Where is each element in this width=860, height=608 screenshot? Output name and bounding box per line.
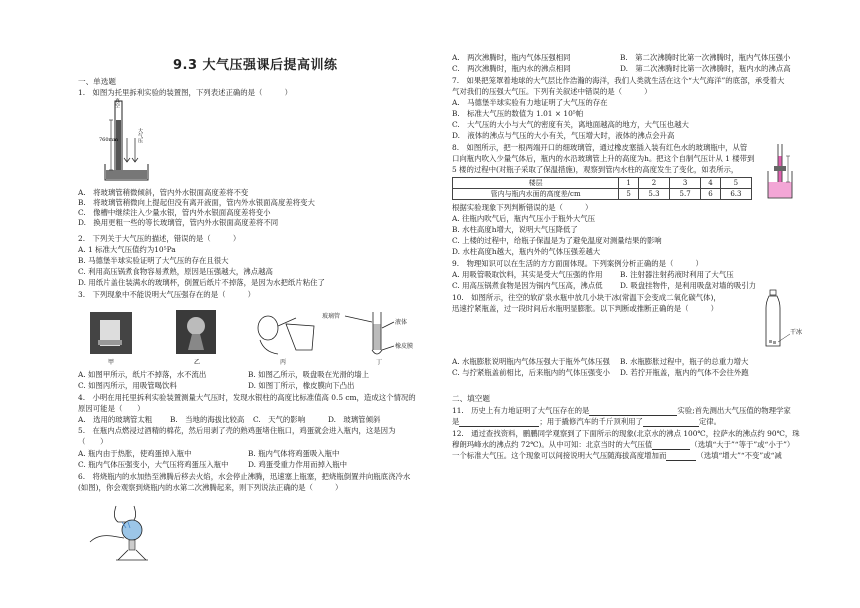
ding-label: 丁 <box>376 359 383 366</box>
q3-option-d: D. 如图丁所示，橡皮膜向下凸出 <box>248 381 355 390</box>
table-cell: 楼层 <box>453 178 619 189</box>
table-cell: 6.3 <box>720 189 751 200</box>
q9-option-a: A. 用吸管吸取饮料，其实是受大气压强的作用 <box>452 270 603 279</box>
q3-figures <box>88 306 418 368</box>
dry-ice-label: 干冰 <box>790 329 803 336</box>
vacuum-label: 真空 <box>114 98 120 108</box>
figure-yi <box>176 310 216 366</box>
table-cell: 3 <box>670 178 701 189</box>
q12-blank-2[interactable] <box>666 451 696 461</box>
question-5-paren: （ ） <box>78 437 108 446</box>
q10-option-a: A. 水瓶膨胀说明瓶内气体压强大于瓶外气体压强 <box>452 357 610 366</box>
q2-option-d: D. 用纸片盖住装满水的玻璃杯，倒置后纸片不掉落，是因为水把纸片粘住了 <box>78 278 325 287</box>
q7-option-d: D. 液体的沸点与气压的大小有关，气压增大时，液体的沸点会升高 <box>452 131 675 140</box>
question-11-line1 <box>452 406 791 416</box>
q11-blank-1[interactable] <box>589 406 677 416</box>
q5-option-d: D. 鸡蛋受重力作用而掉入瓶中 <box>248 460 348 469</box>
q2-option-b: B. 马德堡半球实验证明了大气压的存在且很大 <box>78 256 229 265</box>
figure-bing <box>258 316 314 366</box>
homemade-barometer-figure <box>760 142 800 202</box>
question-9: 9. 物理知识可以在生活的方方面面体现。下列案例分析正确的是（ ） <box>452 259 703 268</box>
question-8-line1: 8. 如图所示，把一根两端开口的细玻璃管，通过橡皮塞插入装有红色水的玻璃瓶中，从管 <box>452 143 748 152</box>
figure-jia <box>90 312 132 366</box>
q11-text-d: ；用于撬修汽车的千斤顶利用了 <box>539 417 643 426</box>
question-8-line3: 5 楼的过程中(对瓶子采取了保温措施)，观察到管内水柱的高度发生了变化，如表所示， <box>452 165 739 174</box>
q8-option-d: D. 水柱高度h越大，瓶内外的气体压强差越大 <box>452 247 601 256</box>
question-10-line1: 10. 如图所示，往空的软矿泉水瓶中放几小块干冰(常温下会变成二氧化碳气体)， <box>452 293 721 302</box>
q4-option-b: B. 当地的海拔比较高 <box>170 415 245 424</box>
tube-label: 玻璃管 <box>322 313 341 320</box>
q3-option-c: C. 如图丙所示，用吸管喝饮料 <box>78 381 177 390</box>
question-1: 1. 如图为托里拆利实验的装置图，下列表述正确的是（ ） <box>78 88 292 97</box>
q10-option-c: C. 与拧紧瓶盖前相比，后来瓶内的气体压强变小 <box>452 368 610 377</box>
question-10-line2: 迅速拧紧瓶盖，过一段时间后水瓶明显膨胀。以下判断或推断正确的是（ ） <box>452 304 719 313</box>
q11-blank-2[interactable] <box>459 417 539 427</box>
q4-option-c: C. 天气的影响 <box>253 415 306 424</box>
section-fill-in: 二、填空题 <box>452 394 490 403</box>
question-2: 2. 下列关于大气压的描述，错误的是（ ） <box>78 234 241 243</box>
q9-option-d: D. 吸盘挂物件，是利用吸盘对墙的吸引力 <box>620 281 757 290</box>
q12-text-c: （选填“大于”“等于”或“小于”） <box>690 440 795 449</box>
q12-blank-1[interactable] <box>652 440 690 450</box>
table-row <box>453 189 752 200</box>
table-cell: 6 <box>701 189 721 200</box>
q3-option-a: A. 如图甲所示，纸片不掉落，水不流出 <box>78 370 207 379</box>
q1-option-d: D. 换用更粗一些的等长玻璃管，管内外水银面高度差将不同 <box>78 218 279 227</box>
liquid-label: 液体 <box>395 319 408 326</box>
question-11-line2 <box>452 417 721 427</box>
yi-label: 乙 <box>194 359 201 366</box>
q7-option-b: B. 标准大气压的数值为 1.01 × 10⁵帕 <box>452 109 584 118</box>
film-label: 橡皮膜 <box>395 343 414 350</box>
dry-ice-bottle-figure <box>758 288 808 350</box>
table-cell: 5 <box>720 178 751 189</box>
question-7-line1: 7. 如果把笼罩着地球的大气层比作浩瀚的海洋，我们人类就生活在这个“大气海洋”的底部，承受着大 <box>452 76 785 85</box>
height-760-label: 760mm <box>99 137 119 143</box>
torricelli-figure <box>99 98 183 186</box>
q5-option-b: B. 瓶内气体将鸡蛋吸入瓶中 <box>248 449 340 458</box>
q8-option-a: A. 往瓶内吹气后，瓶内气压小于瓶外大气压 <box>452 214 596 223</box>
figure-ding <box>322 312 413 366</box>
table-cell: 管内与瓶内水面的高度差/cm <box>453 189 619 200</box>
section-single-choice: 一、单选题 <box>78 77 116 86</box>
question-6-line2: (如图)，你会观察到烧瓶内的水第二次沸腾起来，则下列说法正确的是（ ） <box>78 483 343 492</box>
bing-label: 丙 <box>280 359 287 366</box>
q1-option-c: C. 像槽中继续注入少量水银，管内外水银面高度差将变小 <box>78 208 271 217</box>
jia-label: 甲 <box>108 359 115 366</box>
q2-option-c: C. 利用高压锅煮食物容易煮熟，原因是压强越大，沸点越高 <box>78 267 273 276</box>
q12-text-e: （选填“增大”“不变”或“减 <box>696 451 782 460</box>
q9-option-b: B. 注射器注射药液时利用了大气压 <box>620 270 734 279</box>
page-title: 9.3 大气压强课后提高训练 <box>173 58 338 73</box>
question-8-prompt: 根据实验现象下列判断错误的是（ ） <box>452 203 593 212</box>
q10-option-b: B. 水瓶膨胀过程中，瓶子的总重力增大 <box>620 357 749 366</box>
question-8-line2: 口向瓶内吹入少量气体后，瓶内的水沿玻璃管上升的高度为h。把这个自制气压计从 1 楼带到 <box>452 154 755 163</box>
question-5: 5. 在瓶内点燃浸过酒精的棉花，然后用剥了壳的熟鸡蛋堵住瓶口，鸡蛋就会进入瓶内，这是因为 <box>78 426 396 435</box>
q6-option-b: B. 第二次沸腾时比第一次沸腾时，瓶内气体压强小 <box>620 53 791 62</box>
q11-text-a: 11. 历史上有力地证明了大气压存在的是 <box>452 406 590 415</box>
q11-text-b: 实验;首先测出大气压值的物理学家 <box>677 406 791 415</box>
flask-figure <box>88 498 178 564</box>
table-row <box>453 178 752 189</box>
table-cell: 5 <box>619 189 639 200</box>
q9-option-c: C. 用高压锅煮食物是因为锅内气压高，沸点低 <box>452 281 603 290</box>
question-12-line3 <box>452 451 782 461</box>
q8-option-c: C. 上楼的过程中，给瓶子保温是为了避免温度对测量结果的影响 <box>452 236 662 245</box>
q2-option-a: A. 1 标准大气压值约为10⁵Pa <box>78 245 176 254</box>
q5-option-c: C. 瓶内气体压强变小，大气压将鸡蛋压入瓶中 <box>78 460 229 469</box>
q7-option-a: A. 马德堡半球实验有力地证明了大气压的存在 <box>452 98 608 107</box>
q11-text-c: 是 <box>452 417 460 426</box>
question-12-line2 <box>452 440 794 450</box>
q11-blank-3[interactable] <box>643 417 699 427</box>
q11-text-e: 定律。 <box>698 417 722 426</box>
question-6-line1: 6. 将烧瓶内的水加热至沸腾后移去火焰，水会停止沸腾，迅速塞上瓶塞，把烧瓶倒置并向瓶底浇冷水 <box>78 472 411 481</box>
question-3: 3. 下列现象中不能说明大气压强存在的是（ ） <box>78 290 256 299</box>
q7-option-c: C. 大气压的大小与大气的密度有关，离地面越高的地方，大气压也越大 <box>452 120 689 129</box>
question-7-line2: 气对我们的压强大气压。下列有关叙述中错误的是（ ） <box>452 87 652 96</box>
q4-option-a: A. 选用的玻璃管太粗 <box>78 415 153 424</box>
q4-option-d: D. 玻璃管倾斜 <box>328 415 381 424</box>
table-cell: 5.7 <box>670 189 701 200</box>
table-cell: 2 <box>638 178 669 189</box>
q5-option-a: A. 瓶内由于热胀，使鸡蛋掉入瓶中 <box>78 449 192 458</box>
q1-option-a: A. 将玻璃管稍微倾斜，管内外水银面高度差将不变 <box>78 188 249 197</box>
q6-option-d: D. 第二次沸腾时比第一次沸腾时，瓶内水的沸点高 <box>620 64 791 73</box>
atmos-label: 大气压 <box>137 128 143 143</box>
q6-option-a: A. 两次沸腾时，瓶内气体压强相同 <box>452 53 571 62</box>
question-4-line1: 4. 小明在用托里拆利实验装置测量大气压时，发现水银柱的高度比标准值高 0.5 cm，造成这个情况的 <box>78 393 416 402</box>
q12-text-d: 一个标准大气压。这个现象可以间接说明大气压随海拔高度增加而 <box>452 451 667 460</box>
table-cell: 4 <box>701 178 721 189</box>
table-cell: 5.3 <box>638 189 669 200</box>
q10-option-d: D. 若拧开瓶盖，瓶内的气体不会往外跑 <box>620 368 749 377</box>
question-12-line1: 12. 通过查找资料，鹏鹏同学观察到了下面所示的现象(北京水的沸点 100℃，拉萨水的沸点约 90℃，珠 <box>452 429 800 438</box>
q12-text-b: 穆朗玛峰水的沸点约 72℃)。从中可知：北京当时的大气压值 <box>452 440 653 449</box>
question-4-line2: 原因可能是（ ） <box>78 404 145 413</box>
q3-option-b: B. 如图乙所示，吸盘吸在光滑的墙上 <box>248 370 369 379</box>
q1-option-b: B. 将玻璃管稍微向上提起但没有离开液面，管内外水银面高度差将变大 <box>78 198 315 207</box>
q8-option-b: B. 水柱高度h增大，说明大气压降低了 <box>452 225 578 234</box>
table-cell: 1 <box>619 178 639 189</box>
q6-option-c: C. 两次沸腾时，瓶内水的沸点相同 <box>452 64 571 73</box>
q8-data-table <box>452 177 752 200</box>
